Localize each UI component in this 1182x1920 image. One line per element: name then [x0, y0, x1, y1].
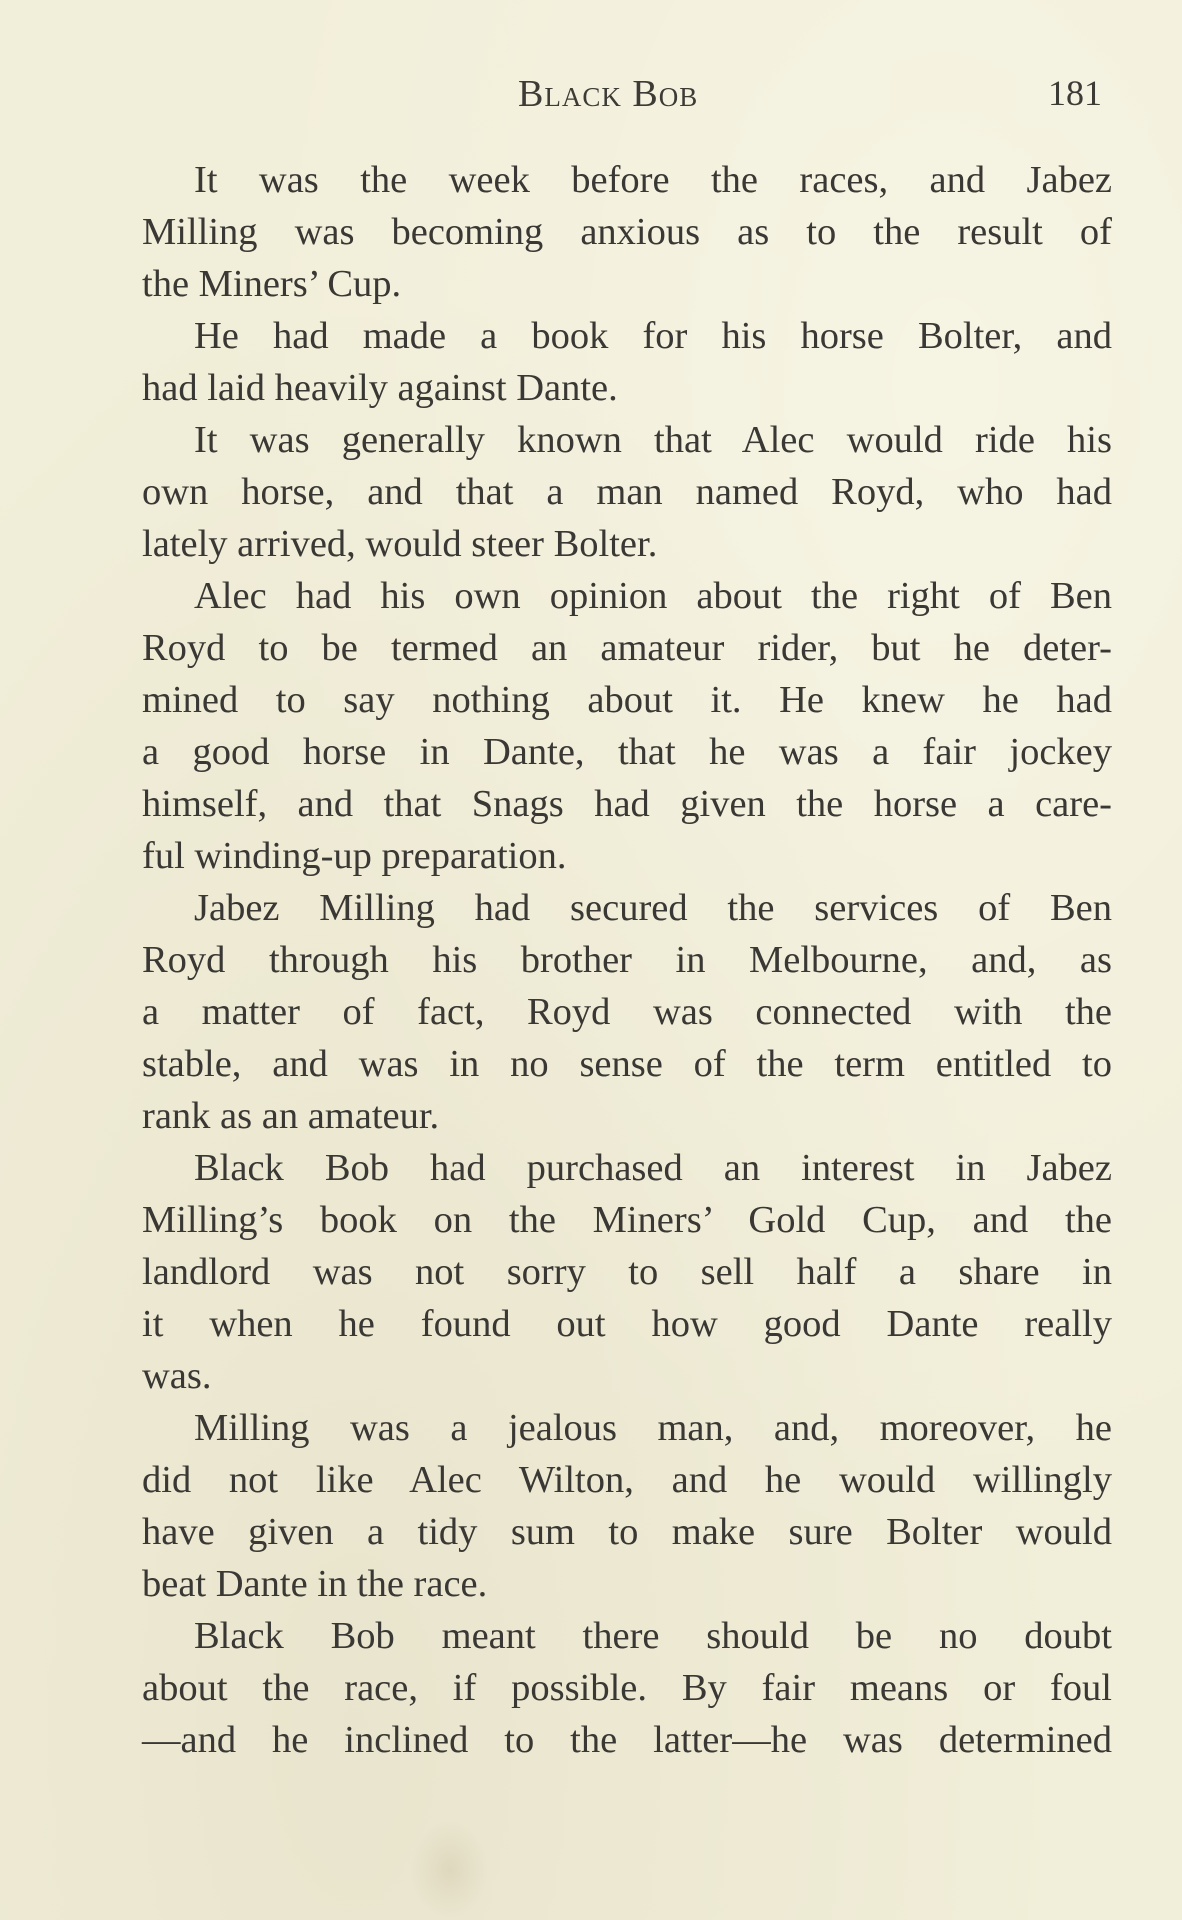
text-line: It was the week before the races, and Jabez — [194, 159, 1112, 201]
text-line: It was generally known that Alec would ride his — [194, 419, 1112, 461]
text-line: Milling was becoming anxious as to the result of — [142, 211, 1112, 253]
text-line: landlord was not sorry to sell half a share in — [142, 1251, 1112, 1293]
text-line: stable, and was in no sense of the term entitled to — [142, 1043, 1112, 1085]
running-head — [0, 72, 1182, 122]
page-number: 181 — [1048, 73, 1102, 113]
text-line: have given a tidy sum to make sure Bolter would — [142, 1511, 1112, 1553]
text-line: He had made a book for his horse Bolter, and — [194, 315, 1112, 357]
text-line: Black Bob had purchased an interest in Jabez — [194, 1147, 1112, 1189]
text-line: ful winding-up preparation. — [142, 835, 567, 877]
text-line: a good horse in Dante, that he was a fair jockey — [142, 731, 1112, 773]
paper-smudge — [410, 1820, 490, 1920]
text-line: Milling was a jealous man, and, moreover, he — [194, 1407, 1112, 1449]
text-line: Black Bob meant there should be no doubt — [194, 1615, 1112, 1657]
text-line: about the race, if possible. By fair means or foul — [142, 1667, 1112, 1709]
text-line: had laid heavily against Dante. — [142, 367, 618, 409]
running-head-title: Black Bob — [518, 73, 699, 115]
text-line: the Miners’ Cup. — [142, 263, 402, 305]
text-line: —and he inclined to the latter—he was determined — [142, 1719, 1112, 1761]
text-line: lately arrived, would steer Bolter. — [142, 523, 658, 565]
text-line: Royd through his brother in Melbourne, and, as — [142, 939, 1112, 981]
text-line: beat Dante in the race. — [142, 1563, 488, 1605]
text-line: Milling’s book on the Miners’ Gold Cup, and the — [142, 1199, 1112, 1241]
text-line: it when he found out how good Dante really — [142, 1303, 1112, 1345]
body-text — [142, 154, 1112, 1766]
text-line: mined to say nothing about it. He knew he had — [142, 679, 1112, 721]
text-line: Alec had his own opinion about the right of Ben — [194, 575, 1112, 617]
text-line: Jabez Milling had secured the services of Ben — [194, 887, 1112, 929]
text-line: a matter of fact, Royd was connected with the — [142, 991, 1112, 1033]
text-line: did not like Alec Wilton, and he would willingly — [142, 1459, 1112, 1501]
text-line: himself, and that Snags had given the horse a care- — [142, 783, 1112, 825]
text-line: Royd to be termed an amateur rider, but he deter- — [142, 627, 1112, 669]
text-line: was. — [142, 1355, 212, 1397]
text-line: own horse, and that a man named Royd, who had — [142, 471, 1112, 513]
text-line: rank as an amateur. — [142, 1095, 440, 1137]
